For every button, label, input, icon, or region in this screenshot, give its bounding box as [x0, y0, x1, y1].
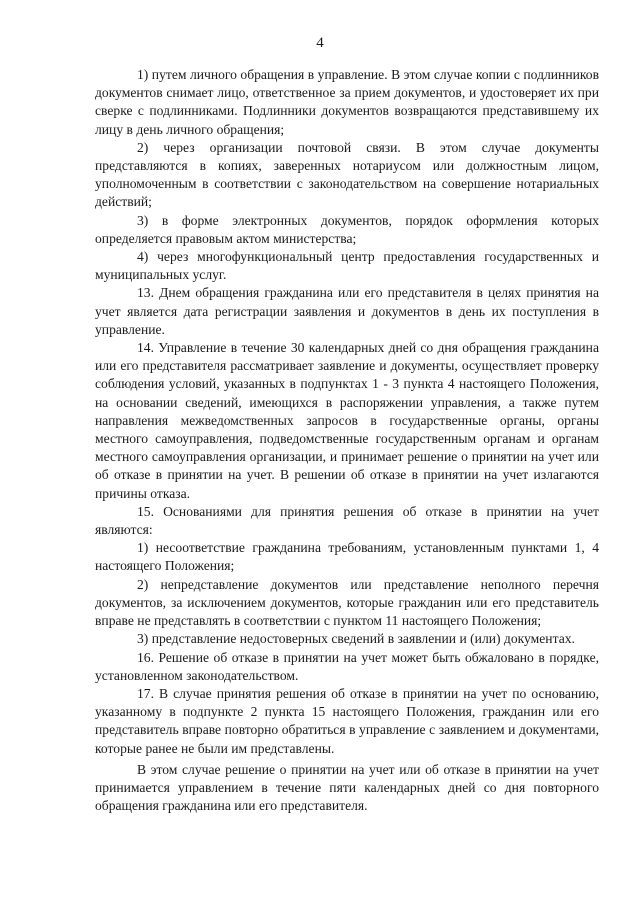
paragraph-item-4: 4) через многофункциональный центр предоставления государственных и муниципальных услуг.	[95, 249, 599, 283]
paragraph-13: 13. Днем обращения гражданина или его представителя в целях принятия на учет является дата регистрации заявления и документов в день их поступления в управление.	[95, 285, 599, 337]
page-number: 4	[316, 35, 324, 51]
document-body	[95, 66, 599, 815]
paragraph-item-2: 2) через организации почтовой связи. В этом случае документы представляются в копиях, заверенных нотариусом или должностным лицом, уполномоченным в соответствии с законодательством на совершение нотариальных действий;	[95, 139, 599, 210]
paragraph-item-3: 3) в форме электронных документов, порядок оформления которых определяется правовым актом министерства;	[95, 212, 599, 246]
paragraph-17: 17. В случае принятия решения об отказе в принятии на учет по основанию, указанному в подпункте 2 пункта 15 настоящего Положения, гражданин или его представитель вправе повторно обратиться в управление с заявлением и документами, которые ранее не были им представлены.	[95, 685, 599, 756]
paragraph-14: 14. Управление в течение 30 календарных дней со дня обращения гражданина или его представителя рассматривает заявление и документы, осуществляет проверку соблюдения условий, указанных в подпунктах 1 - 3 пункта 4 настоящего Положения, на основании сведений, имеющихся в распоряжении управления, а также путем направления межведомственных запросов в государственные органы, органы местного самоуправления, подведомственные государственным органам и органам местного самоуправления организации, и принимает решение о принятии на учет или об отказе в принятии на учет. В решении об отказе в принятии на учет излагаются причины отказа.	[95, 340, 599, 501]
paragraph-15-item-1: 1) несоответствие гражданина требованиям, установленным пунктами 1, 4 настоящего Положения;	[95, 540, 599, 574]
paragraph-17-continuation: В этом случае решение о принятии на учет или об отказе в принятии на учет принимается управлением в течение пяти календарных дней со дня повторного обращения гражданина или его представителя.	[95, 761, 599, 814]
paragraph-16: 16. Решение об отказе в принятии на учет может быть обжаловано в порядке, установленном законодательством.	[95, 649, 599, 683]
paragraph-15-item-2: 2) непредставление документов или представление неполного перечня документов, за исключением документов, которые гражданин или его представитель вправе не представлять в соответствии с пунктом 11 настоящего Положения;	[95, 576, 599, 629]
paragraph-15: 15. Основаниями для принятия решения об отказе в принятии на учет являются:	[95, 503, 599, 538]
paragraph-15-item-3: 3) представление недостоверных сведений в заявлении и (или) документах.	[137, 631, 575, 647]
paragraph-item-1: 1) путем личного обращения в управление. В этом случае копии с подлинников документов снимает лицо, ответственное за прием документов, и удостоверяет их при сверке с подлинниками. Подлинники документов возвращаются представившему их лицу в день личного обращения;	[95, 67, 599, 137]
